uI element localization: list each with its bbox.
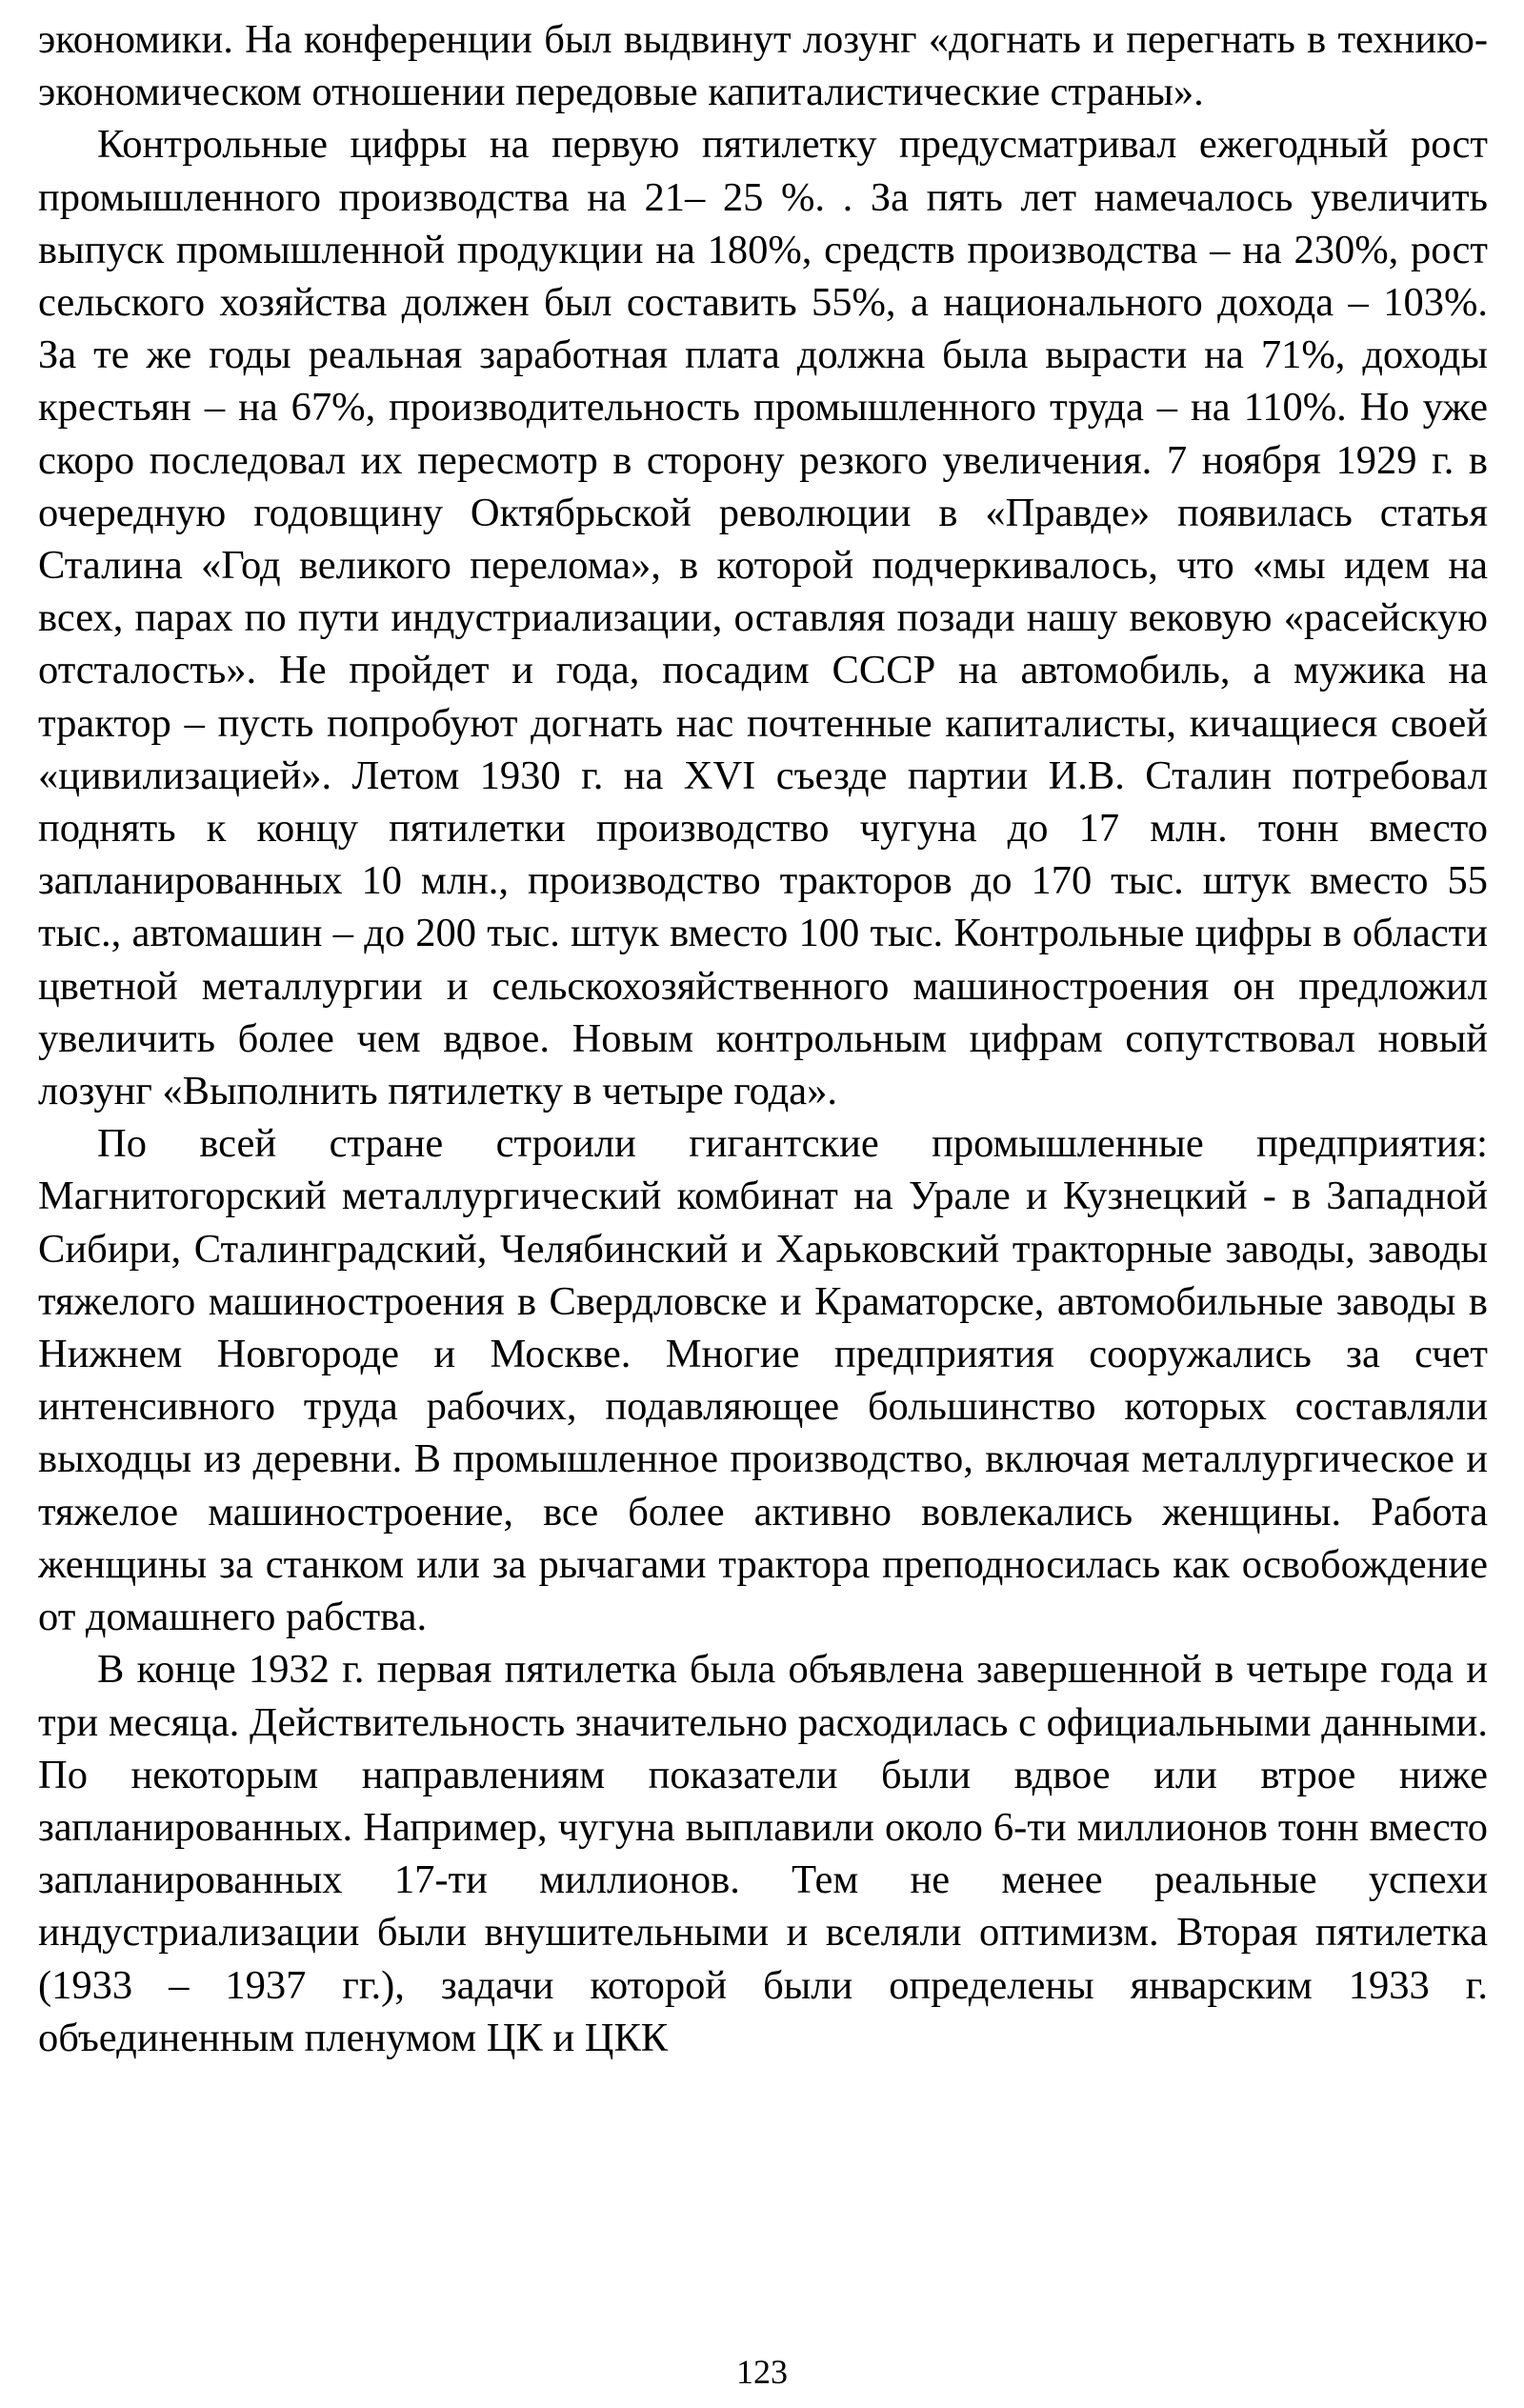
body-text	[38, 13, 1488, 2064]
paragraph-2: Контрольные цифры на первую пятилетку предусматривал ежегодный рост промышленного производства на 21– 25 %. . За пять лет намечалось увеличить выпуск промышленной продукции на 180%, средств производства – на 230%, рост сельского хозяйства должен был составить 55%, а национального дохода – 103%. За те же годы реальная заработная плата должна была вырасти на 71%, доходы крестьян – на 67%, производительность промышленного труда – на 110%. Но уже скоро последовал их пересмотр в сторону резкого увеличения. 7 ноября 1929 г. в очередную годовщину Октябрьской революции в «Правде» появилась статья Сталина «Год великого перелома», в которой подчеркивалось, что «мы идем на всех, парах по пути индустриализации, оставляя позади нашу вековую «расейскую отсталость». Не пройдет и года, посадим СССР на автомобиль, а мужика на трактор – пусть попробуют догнать нас почтенные капиталисты, кичащиеся своей «цивилизацией». Летом 1930 г. на XVI съезде партии И.В. Сталин потребовал поднять к концу пятилетки производство чугуна до 17 млн. тонн вместо запланированных 10 млн., производство тракторов до 170 тыс. штук вместо 55 тыс., автомашин – до 200 тыс. штук вместо 100 тыс. Контрольные цифры в области цветной металлургии и сельскохозяйственного машиностроения он предложил увеличить более чем вдвое. Новым контрольным цифрам сопутствовал новый лозунг «Выполнить пятилетку в четыре года».	[38, 122, 1488, 1114]
paragraph-3: По всей стране строили гигантские промышленные предприятия: Магнитогорский металлургический комбинат на Урале и Кузнецкий - в Западной Сибири, Сталинградский, Челябинский и Харьковский тракторные заводы, заводы тяжелого машиностроения в Свердловске и Краматорске, автомобильные заводы в Нижнем Новгороде и Москве. Многие предприятия сооружались за счет интенсивного труда рабочих, подавляющее большинство которых составляли выходцы из деревни. В промышленное производство, включая металлургическое и тяжелое машиностроение, все более активно вовлекались женщины. Работа женщины за станком или за рычагами трактора преподносилась как освобождение от домашнего рабства.	[38, 1121, 1488, 1640]
paragraph-4: В конце 1932 г. первая пятилетка была объявлена завершенной в четыре года и три месяца. Действительность значительно расходилась с официальными данными. По некоторым направлениям показатели были вдвое или втрое ниже запланированных. Например, чугуна выплавили около 6-ти миллионов тонн вместо запланированных 17-ти миллионов. Тем не менее реальные успехи индустриализации были внушительными и вселяли оптимизм. Вторая пятилетка (1933 – 1937 гг.), задачи которой были определены январским 1933 г. объединенным пленумом ЦК и ЦКК	[38, 1647, 1488, 2060]
page-number: 123	[736, 2353, 788, 2391]
paragraph-1: экономики. На конференции был выдвинут лозунг «догнать и перегнать в технико-экономическом отношении передовые капиталистические страны».	[38, 17, 1488, 115]
